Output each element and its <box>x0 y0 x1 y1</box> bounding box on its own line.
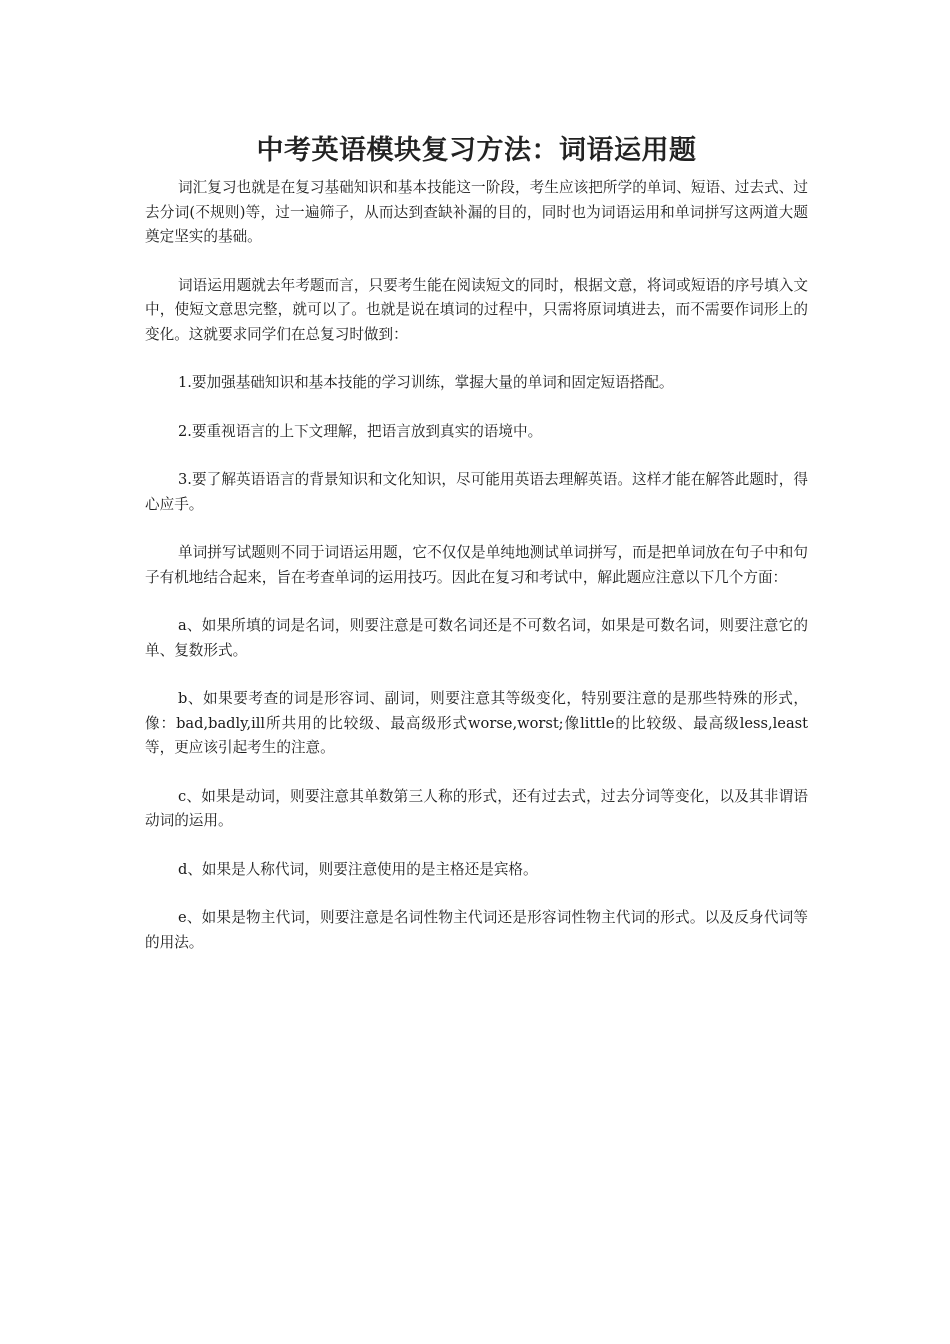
paragraph-item-e: e、如果是物主代词，则要注意是名词性物主代词还是形容词性物主代词的形式。以及反身代词等的用法。 <box>145 909 808 951</box>
paragraph-item-c: c、如果是动词，则要注意其单数第三人称的形式，还有过去式，过去分词等变化，以及其非谓语动词的运用。 <box>145 787 808 829</box>
paragraph-item-b: b、如果要考查的词是形容词、副词，则要注意其等级变化，特别要注意的是那些特殊的形式，像：bad,badly,ill所共用的比较级、最高级形式worse,worst;像little的比较级、最高级less,least等，更应该引起考生的注意。 <box>145 690 808 756</box>
paragraph-point-3: 3.要了解英语语言的背景知识和文化知识，尽可能用英语去理解英语。这样才能在解答此题时，得心应手。 <box>145 471 808 513</box>
paragraph-point-2: 2.要重视语言的上下文理解，把语言放到真实的语境中。 <box>178 422 543 440</box>
paragraph-vocabulary-review: 词汇复习也就是在复习基础知识和基本技能这一阶段，考生应该把所学的单词、短语、过去式、过去分词(不规则)等，过一遍筛子，从而达到查缺补漏的目的，同时也为词语运用和单词拼写这两道大题奠定坚实的基础。 <box>145 179 808 245</box>
document-page <box>145 132 808 979</box>
paragraph-point-1: 1.要加强基础知识和基本技能的学习训练，掌握大量的单词和固定短语搭配。 <box>178 374 674 391</box>
paragraph-spelling: 单词拼写试题则不同于词语运用题，它不仅仅是单纯地测试单词拼写，而是把单词放在句子中和句子有机地结合起来，旨在考查单词的运用技巧。因此在复习和考试中，解此题应注意以下几个方面： <box>145 544 808 586</box>
paragraph-word-usage: 词语运用题就去年考题而言，只要考生能在阅读短文的同时，根据文意，将词或短语的序号填入文中，使短文意思完整，就可以了。也就是说在填词的过程中，只需将原词填进去，而不需要作词形上的变化。这就要求同学们在总复习时做到： <box>145 276 808 343</box>
paragraph-item-d: d、如果是人称代词，则要注意使用的是主格还是宾格。 <box>178 860 538 878</box>
document-title: 中考英语模块复习方法：词语运用题 <box>256 135 697 166</box>
paragraph-item-a: a、如果所填的词是名词，则要注意是可数名词还是不可数名词，如果是可数名词，则要注意它的单、复数形式。 <box>145 617 808 659</box>
